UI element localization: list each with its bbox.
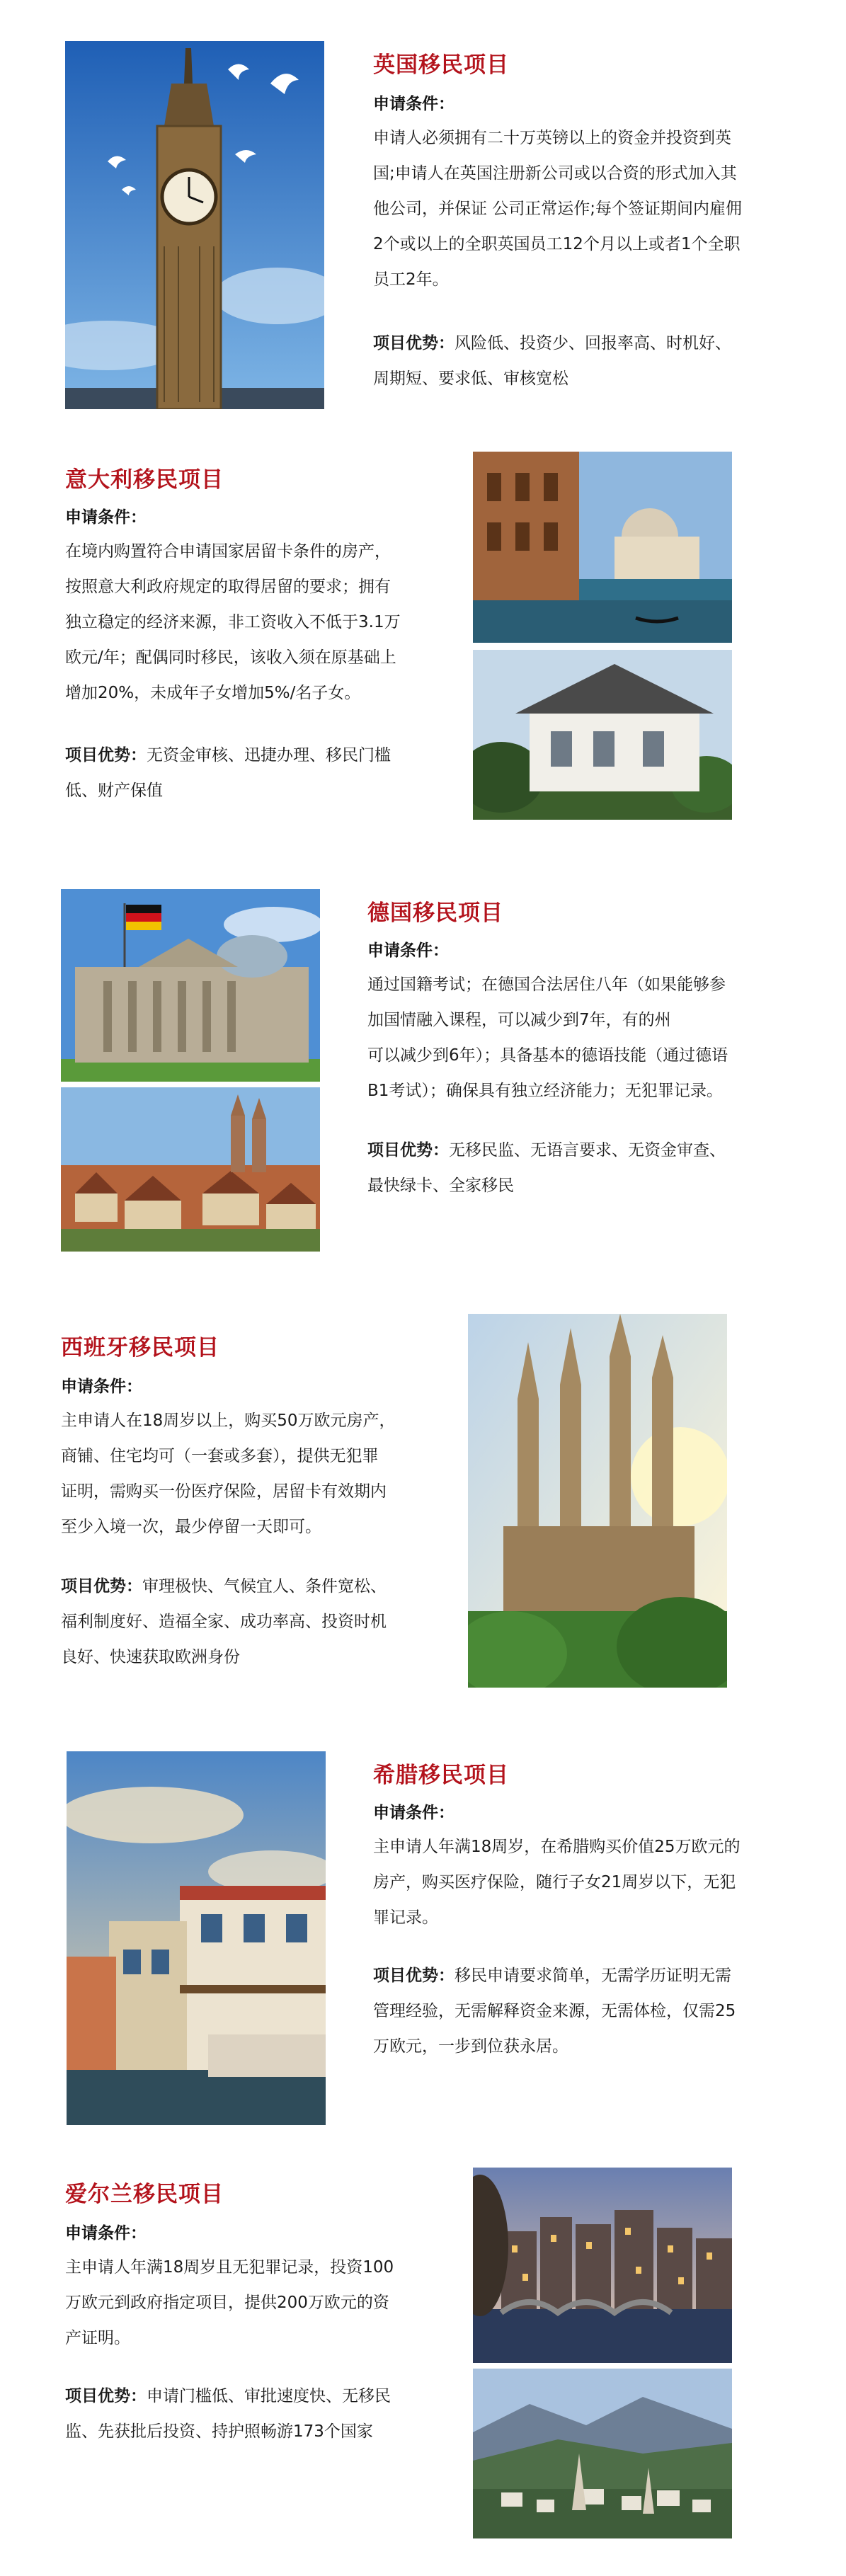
advantages-line: 万欧元，一步到位获永居。 xyxy=(373,2037,568,2056)
conditions-line: 在境内购置符合申请国家居留卡条件的房产， xyxy=(65,542,391,561)
section-title: 西班牙移民项目 xyxy=(61,1335,219,1361)
venice-canal-photo xyxy=(473,452,732,643)
advantages-label: 项目优势： xyxy=(373,334,455,353)
advantages-label: 项目优势： xyxy=(61,1577,142,1596)
section-ireland xyxy=(0,2166,846,2576)
conditions-label: 申请条件： xyxy=(367,941,449,960)
conditions-line: 独立稳定的经济来源，非工资收入不低于3.1万 xyxy=(65,613,401,631)
greek-seaside-photo xyxy=(67,1751,326,2125)
advantages-line: 管理经验，无需解释资金来源，无需体检，仅需25 xyxy=(373,2002,736,2020)
conditions-line: 至少入境一次，最少停留一天即可。 xyxy=(61,1518,321,1536)
conditions-line: 主申请人在18周岁以上，购买50万欧元房产， xyxy=(61,1412,396,1430)
section-title: 意大利移民项目 xyxy=(65,467,224,493)
advantages-text xyxy=(373,1958,826,2064)
section-spain xyxy=(0,1303,846,1741)
conditions-line: 主申请人年满18周岁，在希腊购买价值25万欧元的 xyxy=(373,1838,741,1856)
conditions-line: 2个或以上的全职英国员工12个月以上或者1个全职 xyxy=(373,235,741,253)
conditions-text xyxy=(373,1829,826,1935)
section-title: 英国移民项目 xyxy=(373,52,509,78)
conditions-line: 申请人必须拥有二十万英镑以上的资金并投资到英 xyxy=(373,129,731,147)
german-town-photo xyxy=(61,1087,320,1252)
big-ben-photo xyxy=(65,41,324,409)
conditions-text xyxy=(65,2250,462,2356)
reichstag-photo xyxy=(61,889,320,1082)
conditions-line: B1考试）；确保具有独立经济能力；无犯罪记录。 xyxy=(367,1082,723,1100)
advantages-line: 良好、快速获取欧洲身份 xyxy=(61,1648,240,1666)
section-uk xyxy=(0,0,846,425)
dublin-bridge-photo xyxy=(473,2168,732,2363)
advantages-line: 无移民监、无语言要求、无资金审查、 xyxy=(449,1141,726,1160)
villa-house-photo xyxy=(473,650,732,820)
conditions-text xyxy=(373,120,798,297)
conditions-line: 证明，需购买一份医疗保险，居留卡有效期内 xyxy=(61,1482,387,1501)
section-title: 德国移民项目 xyxy=(367,900,503,926)
conditions-text xyxy=(61,1403,457,1545)
advantages-text xyxy=(61,1569,471,1675)
conditions-label: 申请条件： xyxy=(65,2224,147,2243)
conditions-line: 欧元/年；配偶同时移民，该收入须在原基础上 xyxy=(65,648,396,667)
section-italy xyxy=(0,425,846,864)
advantages-line: 最快绿卡、全家移民 xyxy=(367,1177,514,1195)
advantages-line: 移民申请要求简单，无需学历证明无需 xyxy=(455,1967,731,1985)
conditions-label: 申请条件： xyxy=(373,1804,455,1822)
conditions-line: 商铺、住宅均可（一套或多套），提供无犯罪 xyxy=(61,1447,379,1465)
advantages-line: 无资金审核、迅捷办理、移民门槛 xyxy=(147,746,391,765)
conditions-line: 他公司，并保证 公司正常运作;每个签证期间内雇佣 xyxy=(373,200,743,218)
advantages-text xyxy=(373,326,812,396)
advantages-label: 项目优势： xyxy=(373,1967,455,1985)
section-title: 希腊移民项目 xyxy=(373,1763,509,1788)
advantages-line: 低、财产保值 xyxy=(65,782,163,800)
advantages-line: 风险低、投资少、回报率高、时机好、 xyxy=(455,334,731,353)
conditions-label: 申请条件： xyxy=(61,1378,142,1396)
conditions-line: 增加20%，未成年子女增加5%/名子女。 xyxy=(65,684,361,702)
conditions-line: 可以减少到6年）；具备基本的德语技能（通过德语 xyxy=(367,1046,728,1065)
conditions-line: 加国情融入课程，可以减少到7年，有的州 xyxy=(367,1011,671,1029)
section-title: 爱尔兰移民项目 xyxy=(65,2182,224,2207)
conditions-text xyxy=(65,534,462,711)
conditions-line: 通过国籍考试；在德国合法居住八年（如果能够参 xyxy=(367,975,726,994)
conditions-line: 房产，购买医疗保险，随行子女21周岁以下，无犯 xyxy=(373,1873,736,1891)
advantages-line: 审理极快、气候宜人、条件宽松、 xyxy=(142,1577,387,1596)
conditions-line: 罪记录。 xyxy=(373,1908,438,1927)
advantages-label: 项目优势： xyxy=(367,1141,449,1160)
section-germany xyxy=(0,864,846,1303)
conditions-line: 万欧元到政府指定项目，提供200万欧元的资 xyxy=(65,2294,389,2312)
conditions-line: 国;申请人在英国注册新公司或以合资的形式加入其 xyxy=(373,164,737,183)
sagrada-familia-photo xyxy=(468,1314,727,1688)
conditions-label: 申请条件： xyxy=(373,95,455,113)
advantages-text xyxy=(65,2378,476,2449)
conditions-text xyxy=(367,967,821,1109)
advantages-text xyxy=(65,738,462,808)
conditions-line: 按照意大利政府规定的取得居留的要求；拥有 xyxy=(65,578,391,596)
advantages-line: 福利制度好、造福全家、成功率高、投资时机 xyxy=(61,1613,387,1631)
advantages-line: 申请门槛低、审批速度快、无移民 xyxy=(147,2387,391,2405)
conditions-line: 员工2年。 xyxy=(373,270,449,289)
advantages-text xyxy=(367,1133,821,1203)
conditions-line: 主申请人年满18周岁且无犯罪记录，投资100 xyxy=(65,2258,394,2277)
advantages-line: 监、先获批后投资、持护照畅游173个国家 xyxy=(65,2422,373,2441)
advantages-label: 项目优势： xyxy=(65,746,147,765)
advantages-line: 周期短、要求低、审核宽松 xyxy=(373,370,568,388)
conditions-label: 申请条件： xyxy=(65,508,147,527)
section-greece xyxy=(0,1741,846,2166)
irish-coast-photo xyxy=(473,2369,732,2538)
conditions-line: 产证明。 xyxy=(65,2329,130,2347)
advantages-label: 项目优势： xyxy=(65,2387,147,2405)
